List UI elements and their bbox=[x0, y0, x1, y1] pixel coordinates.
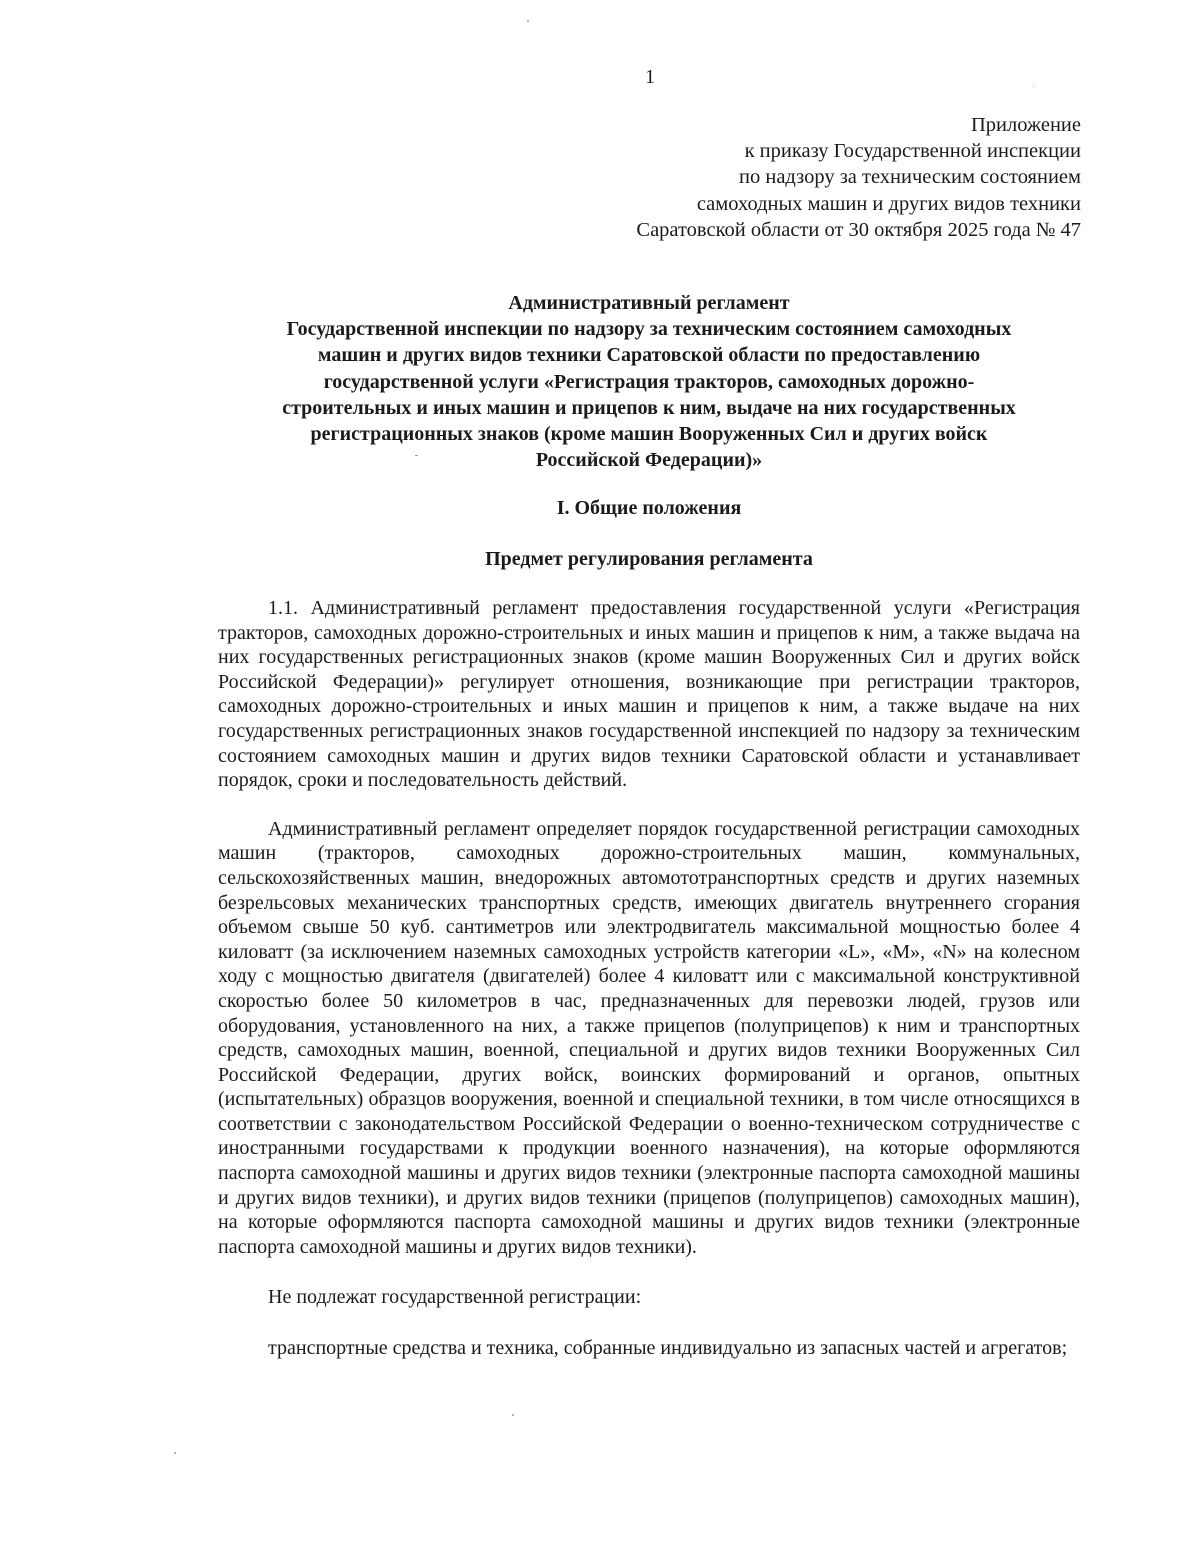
title-line: Российской Федерации)» bbox=[535, 449, 763, 472]
title-line: строительных и иных машин и прицепов к ним, выдаче на них государственных bbox=[282, 396, 1016, 419]
paragraph-scope: Административный регламент определяет порядок государственной регистрации самоходных машин (тракторов, самоходных дорожно-строительных машин, коммунальных, сельскохозяйственных машин, внедорожных автомототранспортных средств и других наземных безрельсовых механических транспортных средств, имеющих двигатель внутреннего сгорания объемом свыше 50 куб. сантиметров или электродвигатель максимальной мощностью более 4 киловатт (за исключением наземных самоходных устройств категории «L», «M», «N» на колесном ходу с мощностью двигателя (двигателей) более 4 киловатт или с максимальной конструктивной скоростью более 50 километров в час, предназначенных для перевозки людей, грузов или оборудования, установленного на них, а также прицепов (полуприцепов) к ним и транспортных средств, самоходных машин, военной, специальной и других видов техники Вооруженных Сил Российской Федерации, других войск, воинских формирований и органов, опытных (испытательных) образцов вооружения, военной и специальной техники, в том числе относящихся в соответствии с законодательством Российской Федерации о военно-техническом сотрудничестве с иностранными государствами к продукции военного назначения), на которые оформляются паспорта самоходной машины и других видов техники (электронные паспорта самоходной машины и других видов техники), и других видов техники (прицепов (полуприцепов) самоходных машин), на которые оформляются паспорта самоходной машины и других видов техники (электронные паспорта самоходной машины и других видов техники). bbox=[218, 817, 1080, 1258]
title-line: Административный регламент bbox=[508, 292, 790, 314]
appendix-line: Саратовской области от 30 октября 2025 года № 47 bbox=[636, 218, 1081, 241]
paragraph-exclusion-item: транспортные средства и техника, собранные индивидуально из запасных частей и агрегатов; bbox=[268, 1337, 1068, 1360]
title-line: машин и других видов техники Саратовской области по предоставлению bbox=[317, 344, 981, 367]
document-title bbox=[218, 290, 1080, 473]
appendix-line: по надзору за техническим состоянием bbox=[739, 166, 1081, 189]
scan-speck bbox=[1033, 86, 1034, 87]
scan-speck bbox=[512, 1414, 514, 1416]
section-heading: I. Общие положения bbox=[556, 497, 742, 519]
section-subheading: Предмет регулирования регламента bbox=[485, 548, 813, 570]
scan-speck bbox=[527, 20, 529, 22]
appendix-block bbox=[461, 112, 1081, 243]
appendix-line: Приложение bbox=[970, 114, 1081, 136]
title-line: Государственной инспекции по надзору за техническим состоянием самоходных bbox=[286, 318, 1012, 341]
appendix-line: к приказу Государственной инспекции bbox=[744, 140, 1081, 163]
appendix-line: самоходных машин и других видов техники bbox=[696, 192, 1081, 215]
scan-speck bbox=[415, 455, 418, 456]
paragraph-1-1: 1.1. Административный регламент предоставления государственной услуги «Регистрация тракторов, самоходных дорожно-строительных и иных машин и прицепов к ним, а также выдача на них государственных регистрационных знаков (кроме машин Вооруженных Сил и других войск Российской Федерации)» регулирует отношения, возникающие при регистрации тракторов, самоходных дорожно-строительных и иных машин и прицепов к ним, а также выдаче на них государственных регистрационных знаков государственной инспекцией по надзору за техническим состоянием самоходных машин и других видов техники Саратовской области и устанавливает порядок, сроки и последовательность действий. bbox=[218, 597, 1080, 792]
page-number: 1 bbox=[645, 66, 655, 88]
document-body bbox=[218, 596, 1080, 1361]
title-line: государственной услуги «Регистрация тракторов, самоходных дорожно- bbox=[323, 370, 975, 393]
title-line: регистрационных знаков (кроме машин Вооруженных Сил и других войск bbox=[310, 423, 988, 446]
paragraph-exclusions-intro: Не подлежат государственной регистрации: bbox=[268, 1286, 642, 1309]
scan-speck bbox=[174, 1452, 176, 1454]
